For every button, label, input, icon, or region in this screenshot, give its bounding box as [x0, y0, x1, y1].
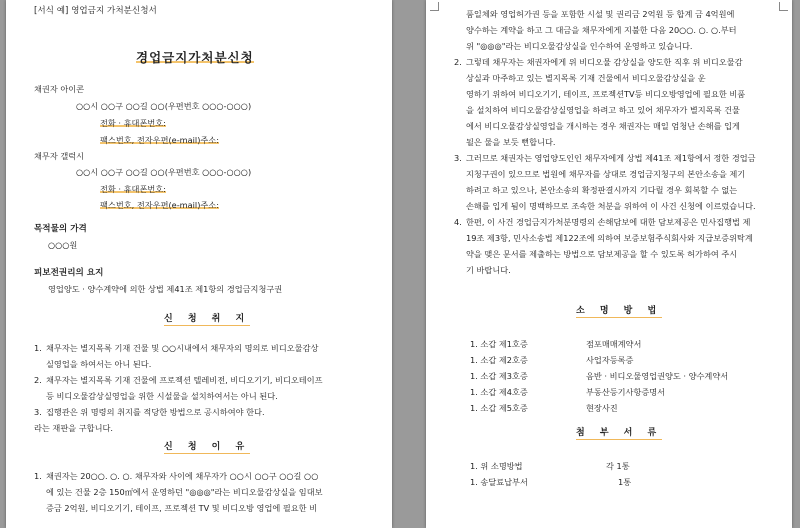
list-item: 1. 위 소명방법 [470, 461, 523, 471]
right-label: 피보전권리의 요지 [34, 268, 104, 278]
crop-mark [779, 2, 788, 11]
evidence-desc: 사업자등록증 [586, 355, 634, 365]
evidence-desc: 부동산등기사항증명서 [586, 387, 666, 397]
evidence-desc: 점포매매계약서 [586, 339, 642, 349]
attach-count: 각 1통 [606, 461, 630, 471]
list-item: 1. 송달료납부서 [470, 477, 528, 487]
debtor-address: ○○시 ○○구 ○○길 ○○(우편번호 ○○○-○○○) [76, 167, 252, 177]
reason-continued: 품일체와 영업허가권 등을 포함한 시설 및 권리금 2억원 등 합계 금 4억원에 양수하는 계약을 하고 그 대금을 채무자에게 지불한 다음 20○○. ○. ○.부터 위 "◎◎◎"라는 비디오물감상실을 인수하여 운영하고 있습니다. [466, 9, 737, 51]
purpose-list [34, 340, 378, 436]
creditor-fax: 팩스번호, 전자우편(e-mail)주소: [100, 135, 219, 145]
amount-value: ○○○원 [48, 240, 78, 250]
list-item: 3. 그러므로 채권자는 영업양도인인 채무자에게 상법 제41조 제1항에서 정한 경업금 지청구권이 있으므로 법원에 채무자를 상대로 경업금지청구의 본안소송을 제기 하려고 하고 있으나, 본안소송의 확정판결시까지 기다릴 경우 회복할 수 없는 손해를 입게 됨이 명백하므로 조속한 처분을 위하여 이 사건 신청에 이르렀습니다. [454, 153, 756, 211]
list-item: 1. 채권자는 20○○. ○. ○. 채무자와 사이에 채무자가 ○○시 ○○구 ○○길 ○○ 에 있는 건물 2층 150㎡에서 운영하던 "◎◎◎"라는 비디오물감상실을 임대보 증금 2억원, 비디오기기, 테이프, 프로젝션 TV 및 비디오방 영업에 필요한 비 [34, 471, 323, 513]
evidence-desc: 현장사진 [586, 403, 618, 413]
debtor-phone: 전화 · 휴대폰번호: [100, 184, 166, 194]
attach-heading: 첨 부 서 류 [576, 428, 663, 438]
creditor-phone: 전화 · 휴대폰번호: [100, 118, 166, 128]
list-item: 3. 집행관은 위 명령의 취지를 적당한 방법으로 공시하여야 한다. [34, 407, 265, 417]
purpose-closing: 라는 재판을 구합니다. [34, 423, 113, 433]
list-item: 2. 채무자는 별지목록 기재 건물에 프로젝션 텔레비전, 비디오기기, 비디오테이프 등 비디오물감상실영업을 위한 시설물을 설치하여서는 아니 된다. [34, 375, 323, 401]
list-item: 1. 소갑 제4호증 [470, 387, 528, 397]
list-item: 1. 소갑 제1호증 [470, 339, 528, 349]
debtor-label: 채무자 갤럭시 [34, 151, 85, 161]
reason-heading: 신 청 이 유 [164, 442, 251, 452]
right-value: 영업양도 · 양수계약에 의한 상법 제41조 제1항의 경업금지청구권 [48, 284, 283, 294]
evidence-desc: 음반 · 비디오물영업권양도 · 양수계약서 [586, 371, 729, 381]
list-item: 1. 소갑 제3호증 [470, 371, 528, 381]
document-page-right [426, 0, 792, 528]
attach-count: 1통 [618, 477, 632, 487]
amount-label: 목적물의 가격 [34, 224, 87, 234]
list-item: 1. 소갑 제5호증 [470, 403, 528, 413]
list-item: 1. 소갑 제2호증 [470, 355, 528, 365]
list-item: 2. 그렇데 채무자는 채권자에게 위 비디오물 감상실을 양도한 직후 위 비디오물감 상실과 마주하고 있는 별지목록 기재 건물에서 비디오물감상실을 운 영하기 위하여 비디오기기, 테이프, 프로젝션TV등 비디오방영업에 필요한 비품 을 설치하여 비디오물감상실영업을 하려고 하고 있어 채무자가 별지목록 건물 에서 비디오물감상실영업을 개시하는 경우 채권자는 매일 엄청난 손해를 입게 될은 물을 보듯 뻔합니다. [454, 57, 746, 147]
purpose-heading: 신 청 취 지 [164, 314, 251, 324]
creditor-label: 채권자 아이콘 [34, 84, 85, 94]
reason-items [454, 54, 784, 278]
list-item: 4. 한편, 이 사건 경업금지가처분명령의 손해담보에 대한 담보제공은 민사집행법 제 19조 제3항, 민사소송법 제122조에 의하여 보증보험주식회사와 지급보증위탁계 약을 맺은 문서를 제출하는 방법으로 담보제공을 할 수 있도록 허가하여 주시 기 바랍니다. [454, 217, 753, 275]
reason-list [34, 468, 378, 516]
crop-mark [430, 2, 439, 11]
document-page-left [6, 0, 392, 528]
evidence-heading: 소 명 방 법 [576, 306, 663, 316]
document-title: 경업금지가처분신청 [136, 50, 254, 65]
form-header: [서식 예] 영업금지 가처분신청서 [34, 6, 157, 16]
debtor-fax: 팩스번호, 전자우편(e-mail)주소: [100, 200, 219, 210]
list-item: 1. 채무자는 별지목록 기재 건물 및 ○○시내에서 채무자의 명의로 비디오물감상 실영업을 하여서는 아니 된다. [34, 343, 319, 369]
creditor-address: ○○시 ○○구 ○○길 ○○(우편번호 ○○○-○○○) [76, 101, 252, 111]
